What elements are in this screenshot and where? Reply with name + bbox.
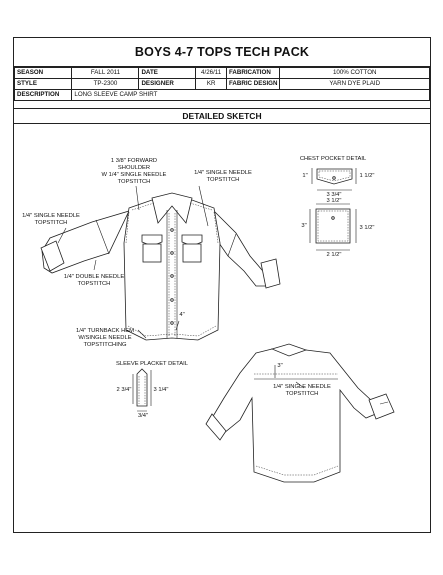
tech-pack-sheet — [13, 37, 431, 533]
turnback-hem-callout — [69, 328, 141, 349]
flap-width-dim: 1" — [302, 173, 308, 179]
forward-shoulder-text: 1 3/8" FORWARD SHOULDER W 1/4" SINGLE NEEDLE TOPSTITCH — [101, 158, 167, 185]
page-title: BOYS 4-7 TOPS TECH PACK — [14, 38, 430, 67]
back-single-needle-callout — [266, 384, 338, 398]
single-needle-top-text: 1/4" SINGLE NEEDLE TOPSTITCH — [194, 170, 252, 183]
yoke-dim: 3" — [277, 363, 283, 369]
front-right-pocket — [183, 244, 201, 262]
placket-bottom-dim: 3/4" — [137, 413, 149, 419]
designer-label: DESIGNER — [139, 79, 196, 90]
pocket-bottom-dim: 2 1/2" — [326, 252, 342, 258]
single-needle-left-text: 1/4" SINGLE NEEDLE TOPSTITCH — [22, 213, 80, 226]
single-needle-top-callout — [188, 170, 258, 184]
section-title: DETAILED SKETCH — [14, 108, 430, 124]
single-needle-left-callout — [20, 213, 82, 227]
pocket-top-dim: 3 1/2" — [326, 198, 342, 204]
season-label: SEASON — [15, 68, 72, 79]
back-single-needle-text: 1/4" SINGLE NEEDLE TOPSTITCH — [273, 384, 331, 397]
back-shirt-sketch — [206, 344, 394, 482]
description-label: DESCRIPTION — [15, 90, 72, 101]
placket-4-text: 4" — [179, 312, 185, 318]
season-value: FALL 2011 — [72, 68, 139, 79]
placket-right-dim: 3 1/4" — [153, 387, 169, 393]
designer-value: KR — [196, 79, 227, 90]
chest-pocket-title: CHEST POCKET DETAIL — [299, 156, 367, 162]
fabrication-value: 100% COTTON — [280, 68, 430, 79]
date-label: DATE — [139, 68, 196, 79]
fabrication-label: FABRICATION — [226, 68, 279, 79]
front-body — [124, 200, 220, 340]
turnback-hem-text: 1/4" TURNBACK HEM W/SINGLE NEEDLE TOPSTITCHING — [76, 328, 134, 348]
sleeve-placket-title: SLEEVE PLACKET DETAIL — [116, 361, 188, 367]
style-value: TP-2300 — [72, 79, 139, 90]
sleeve-placket-detail — [133, 369, 151, 411]
pocket-left-dim: 3" — [301, 223, 307, 229]
double-needle-callout — [59, 274, 129, 288]
date-value: 4/26/11 — [196, 68, 227, 79]
double-needle-text: 1/4" DOUBLE NEEDLE TOPSTITCH — [63, 274, 125, 287]
front-left-pocket — [143, 244, 161, 262]
forward-shoulder-callout — [94, 158, 174, 186]
flap-bottom-dim: 3 3/4" — [326, 192, 342, 198]
back-body — [212, 349, 378, 482]
placket-4-callout — [176, 312, 188, 319]
sleeve-placket-sketch — [137, 369, 147, 406]
placket-left-dim: 2 3/4" — [116, 387, 132, 393]
fabric-design-value: YARN DYE PLAID — [280, 79, 430, 90]
pocket-sketch — [316, 209, 350, 243]
flap-height-dim: 1 1/2" — [359, 173, 375, 179]
fabric-design-label: FABRIC DESIGN — [226, 79, 279, 90]
description-value: LONG SLEEVE CAMP SHIRT — [72, 90, 430, 101]
chest-pocket-detail — [310, 168, 356, 250]
pocket-right-dim: 3 1/2" — [359, 225, 375, 231]
style-label: STYLE — [15, 79, 72, 90]
